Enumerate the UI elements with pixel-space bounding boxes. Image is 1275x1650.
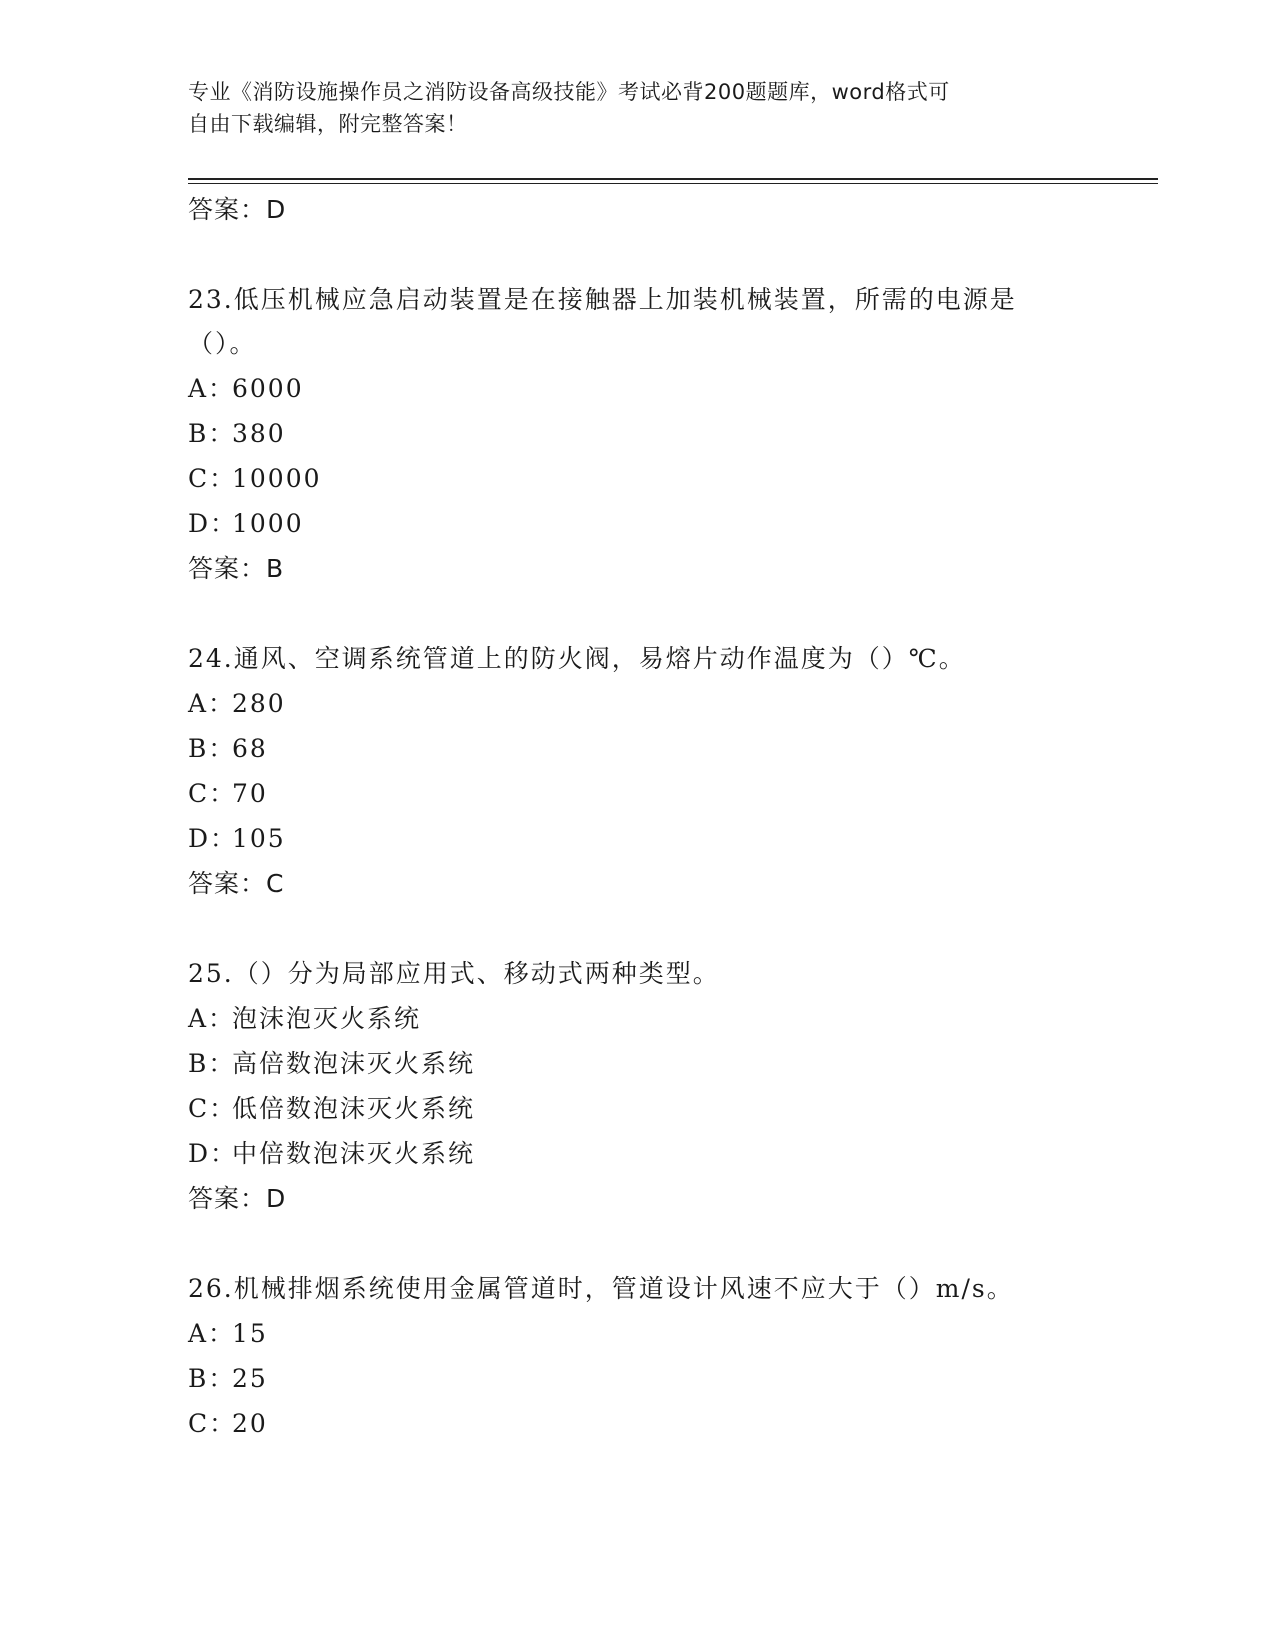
question-23-option-d [188, 507, 304, 541]
question-24-option-c [188, 777, 268, 811]
option-text: 280 [232, 689, 286, 718]
question-24-option-b [188, 732, 268, 766]
option-label: C： [188, 464, 237, 493]
option-text: 15 [232, 1319, 268, 1348]
option-text: 70 [232, 779, 268, 808]
question-24-stem: 24.通风、空调系统管道上的防火阀，易熔片动作温度为（）℃。 [188, 644, 966, 673]
question-24-answer: 答案：C [188, 869, 285, 898]
option-text: 25 [232, 1364, 268, 1393]
header-line-1: 专业《消防设施操作员之消防设备高级技能》考试必背200题题库，word格式可 [188, 80, 950, 104]
answer-line: 答案：D [188, 195, 287, 224]
header-rule-thick [188, 178, 1158, 180]
option-text: 10000 [232, 464, 322, 493]
option-label: B： [188, 734, 236, 763]
question-24-option-d [188, 822, 286, 856]
option-text: 高倍数泡沫灭火系统 [232, 1049, 476, 1078]
question-25-stem: 25.（）分为局部应用式、移动式两种类型。 [188, 959, 720, 988]
option-label: A： [188, 689, 236, 718]
option-label: C： [188, 779, 237, 808]
option-label: D： [188, 509, 238, 538]
question-25-answer: 答案：D [188, 1184, 287, 1213]
question-23-stem: 23.低压机械应急启动装置是在接触器上加装机械装置，所需的电源是 [188, 285, 1017, 314]
question-23-answer: 答案：B [188, 554, 285, 583]
document-header [188, 76, 1068, 140]
question-23-option-b [188, 417, 286, 451]
question-26-option-b [188, 1362, 268, 1396]
option-label: A： [188, 1004, 236, 1033]
option-label: D： [188, 824, 238, 853]
option-label: A： [188, 374, 236, 403]
option-label: C： [188, 1409, 237, 1438]
question-25-option-c [188, 1092, 475, 1126]
question-26-stem: 26.机械排烟系统使用金属管道时，管道设计风速不应大于（）m/s。 [188, 1274, 1014, 1303]
question-26-option-c [188, 1407, 268, 1441]
question-24-option-a [188, 687, 286, 721]
option-text: 中倍数泡沫灭火系统 [232, 1139, 476, 1168]
question-25-option-b [188, 1047, 475, 1081]
question-23-option-a [188, 372, 304, 406]
option-text: 68 [232, 734, 268, 763]
option-label: C： [188, 1094, 237, 1123]
question-23-option-c [188, 462, 322, 496]
option-label: B： [188, 419, 236, 448]
option-label: D： [188, 1139, 238, 1168]
option-text: 泡沫泡灭火系统 [232, 1004, 422, 1033]
question-26-option-a [188, 1317, 268, 1351]
option-text: 1000 [232, 509, 304, 538]
question-25-option-a [188, 1002, 421, 1036]
option-text: 20 [232, 1409, 268, 1438]
option-text: 105 [232, 824, 286, 853]
option-label: B： [188, 1049, 236, 1078]
option-label: B： [188, 1364, 236, 1393]
header-line-2: 自由下载编辑，附完整答案！ [188, 112, 468, 136]
header-rule-thin [188, 183, 1158, 184]
question-23-stem-cont: （）。 [188, 329, 257, 358]
option-text: 低倍数泡沫灭火系统 [232, 1094, 476, 1123]
question-25-option-d [188, 1137, 475, 1171]
option-text: 6000 [232, 374, 304, 403]
option-text: 380 [232, 419, 286, 448]
option-label: A： [188, 1319, 236, 1348]
